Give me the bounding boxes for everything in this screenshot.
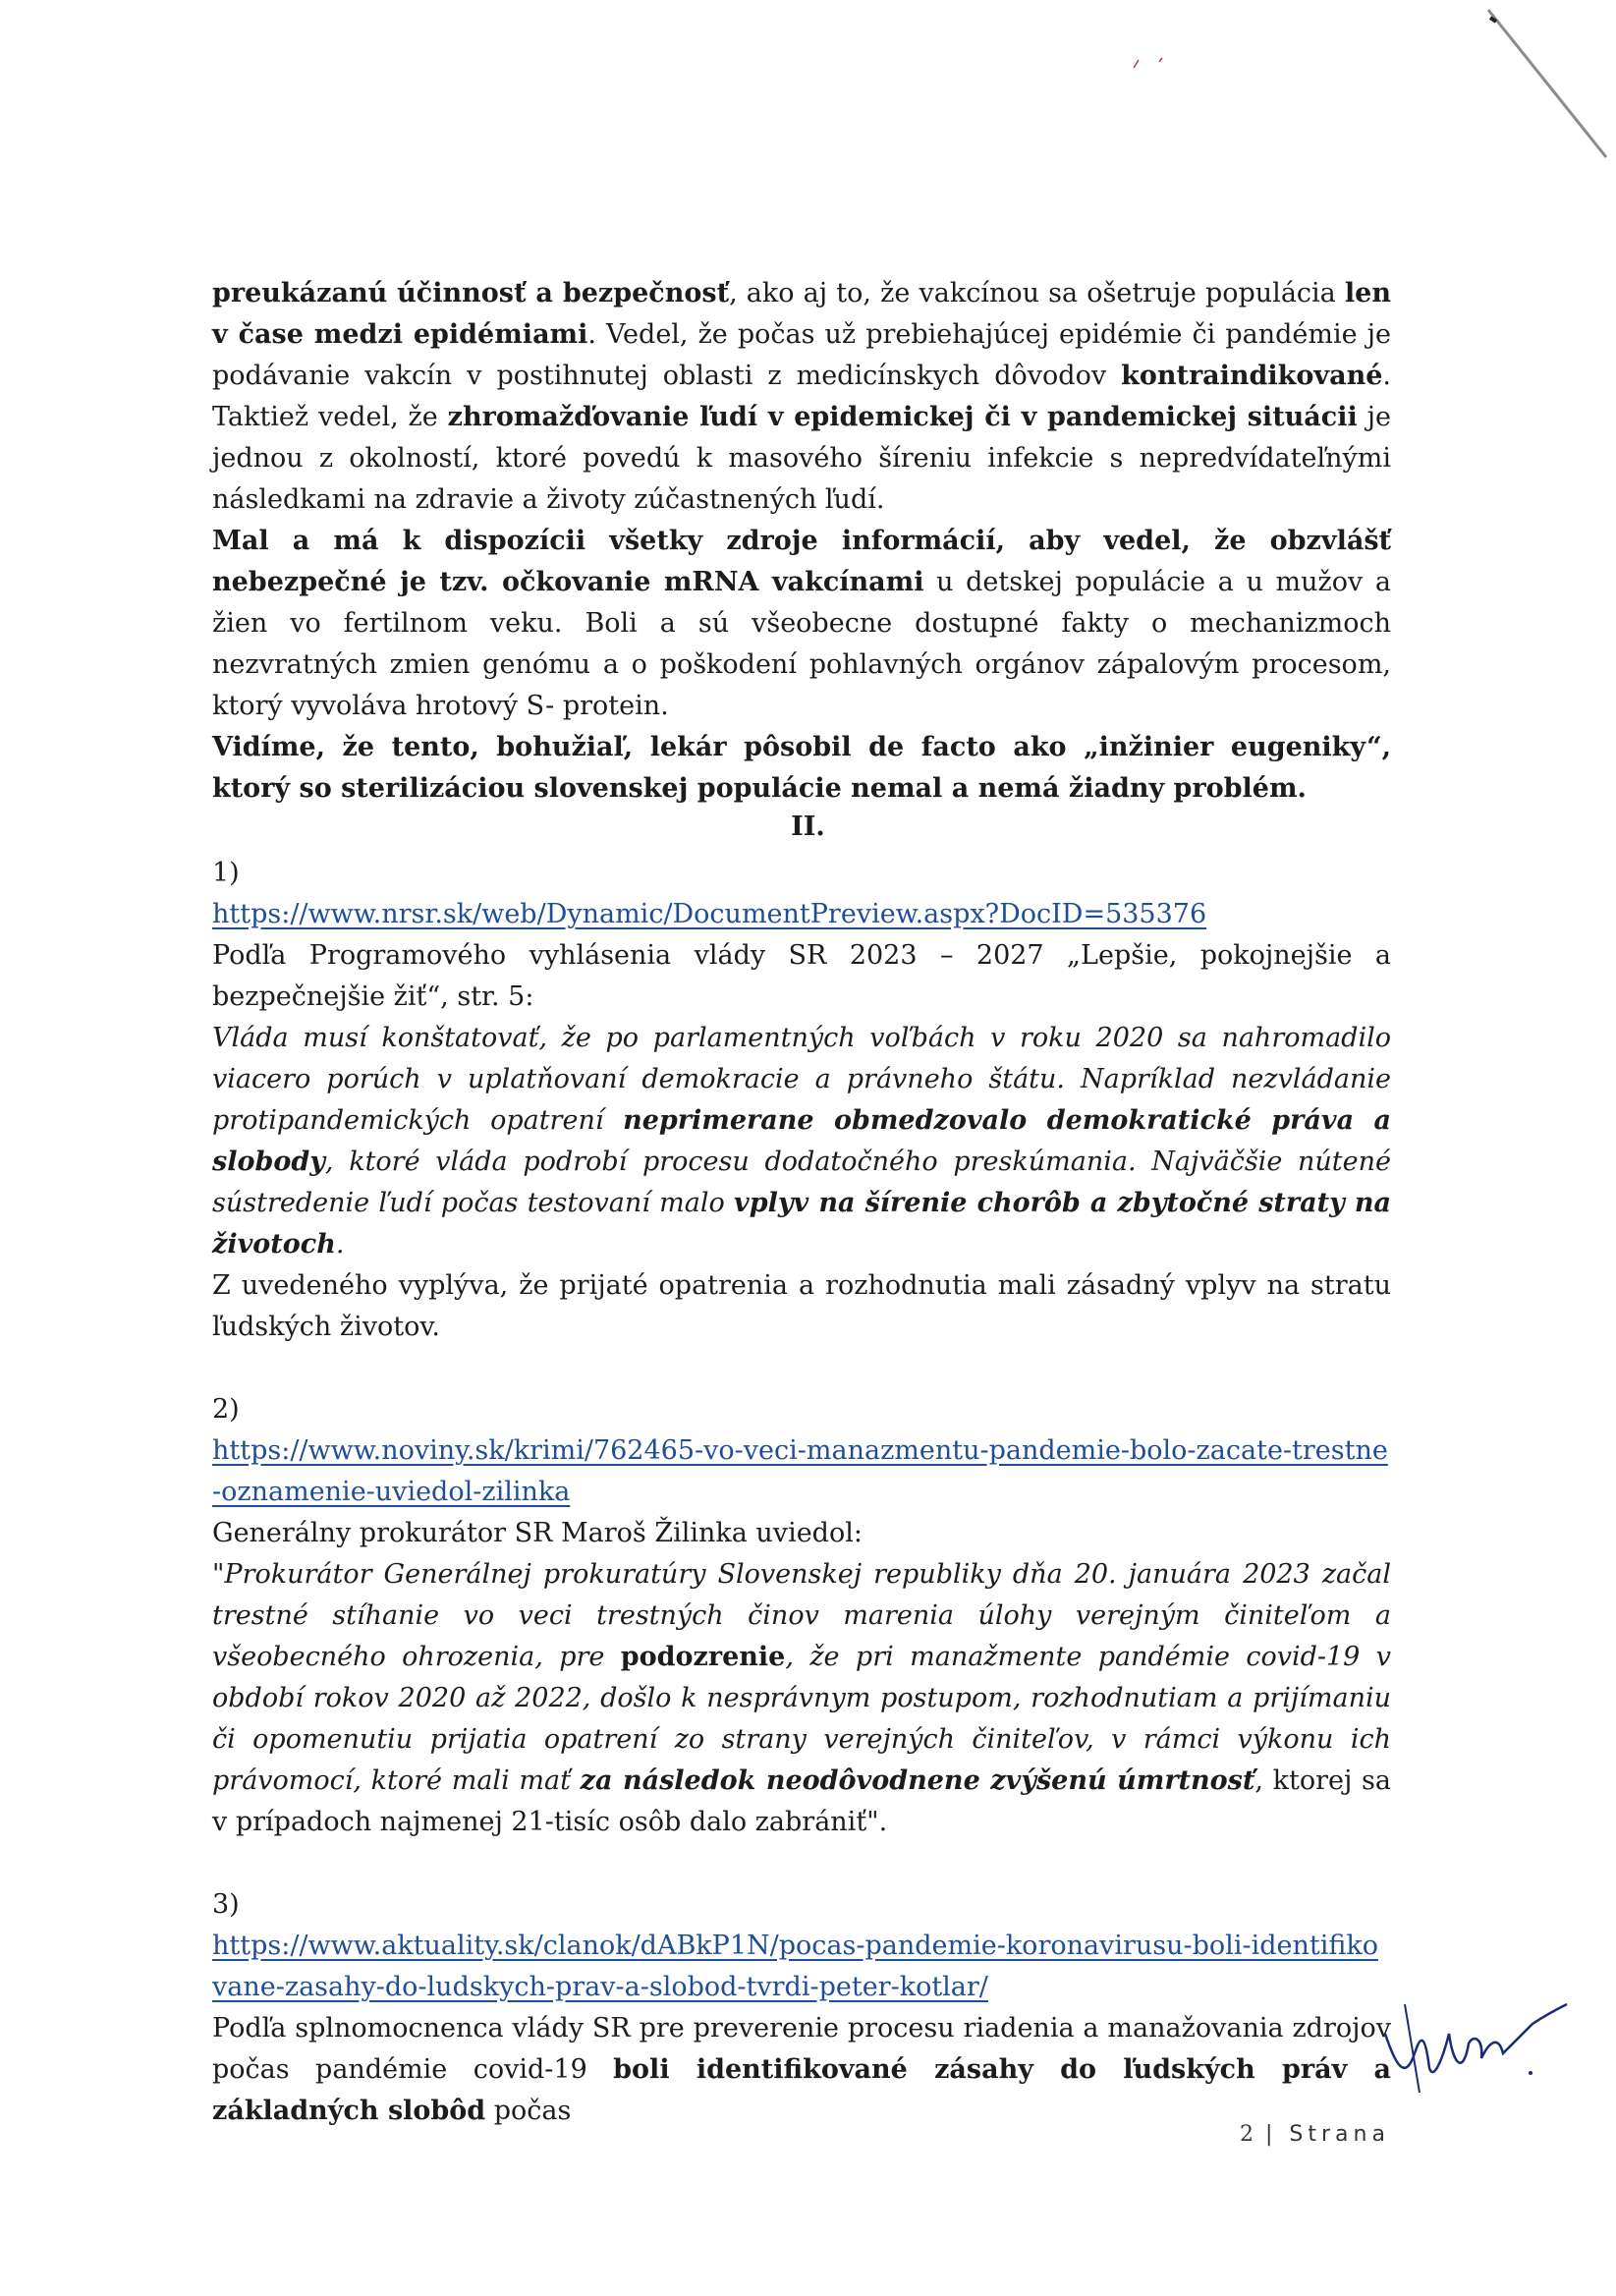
text-seg: podozrenie <box>620 1642 786 1672</box>
text-seg: , že pri manažmente pandémie covid-19 v období rokov 2020 až 2022, došlo k nesprávnym postupom, rozhodnutiam a prijímaniu či opomenutiu prijatia opatrení zo strany verejných činiteľov, v rámci výkonu ich právomocí, ktoré mali mať <box>212 1642 1391 1796</box>
item-number: 3) <box>212 1889 240 1920</box>
scan-speck <box>1130 54 1169 74</box>
scan-edge-mark <box>1478 0 1616 167</box>
item-conclusion: Z uvedeného vyplýva, že prijaté opatrenia a rozhodnutia mali zásadný vplyv na stratu ľudských životov. <box>212 1270 1391 1342</box>
text-seg: , ako aj to, že vakcínou sa ošetruje populácia <box>729 278 1345 308</box>
page-footer <box>1240 2122 1390 2147</box>
paragraph-mrna <box>212 521 1391 727</box>
paragraph-eugenics <box>212 727 1391 810</box>
source-link-2[interactable]: https://www.noviny.sk/krimi/762465-vo-veci-manazmentu-pandemie-bolo-zacate-trestne-oznamenie-uviedol-zilinka <box>212 1435 1388 1507</box>
handwritten-signature <box>1375 1975 1572 2102</box>
text-seg: Vidíme, že tento, bohužiaľ, lekár pôsobil de facto ako „inžinier eugeniky“, ktorý so sterilizáciou slovenskej populácie nemal a nemá žiadny problém. <box>212 732 1391 804</box>
page-number: 2 <box>1240 2122 1254 2147</box>
text-seg: len v čase medzi epidémiami <box>212 278 1391 350</box>
item-body <box>212 2008 1391 2132</box>
text-seg: počas <box>485 2096 572 2126</box>
footer-separator: | <box>1265 2122 1278 2147</box>
sources-list <box>212 853 1391 2132</box>
text-seg: boli identifikované zásahy do ľudských práv a základných slobôd <box>212 2054 1391 2126</box>
item-quote <box>212 1018 1391 1265</box>
source-link-1[interactable]: https://www.nrsr.sk/web/Dynamic/DocumentPreview.aspx?DocID=535376 <box>212 899 1207 929</box>
item-quote <box>212 1554 1391 1843</box>
footer-label: Strana <box>1289 2122 1390 2147</box>
section-heading: II. <box>791 812 825 842</box>
body-text <box>212 273 1391 810</box>
item-intro: Podľa Programového vyhlásenia vlády SR 2023 – 2027 „Lepšie, pokojnejšie a bezpečnejšie žiť“, str. 5: <box>212 940 1391 1012</box>
text-seg: . Vedel, že počas už prebiehajúcej epidémie či pandémie je podávanie vakcín v postihnutej oblasti z medicínskych dôvodov <box>212 319 1391 391</box>
source-link-3[interactable]: https://www.aktuality.sk/clanok/dABkP1N/pocas-pandemie-koronavirusu-boli-identifikovane-zasahy-do-ludskych-prav-a-slobod-tvrdi-peter-kotlar/ <box>212 1931 1378 2002</box>
text-seg: . Taktiež vedel, že <box>212 361 1391 432</box>
item-intro: Generálny prokurátor SR Maroš Žilinka uviedol: <box>212 1518 863 1548</box>
paragraph-knowledge <box>212 273 1391 521</box>
item-number: 1) <box>212 858 240 888</box>
text-seg: za následok neodôvodnene zvýšenú úmrtnosť <box>580 1765 1255 1796</box>
text-seg: "Prokurátor Generálnej prokuratúry Slovenskej republiky dňa 20. januára 2023 začal trestné stíhanie vo veci trestných činov marenia úlohy verejným činiteľom a všeobecného ohrozenia, pre <box>212 1559 1391 1672</box>
item-number: 2) <box>212 1394 240 1425</box>
text-seg: vplyv na šírenie chorôb a zbytočné straty na životoch <box>212 1188 1391 1260</box>
text-seg: kontraindikované <box>1121 361 1383 391</box>
text-seg: preukázanú účinnosť a bezpečnosť <box>212 278 730 308</box>
text-seg: , ktoré vláda podrobí procesu dodatočného preskúmania. Najväčšie nútené sústredenie ľudí počas testovaní malo <box>212 1147 1391 1218</box>
text-seg: neprimerane obmedzovalo demokratické práva a slobody <box>212 1105 1391 1177</box>
text-seg: Mal a má k dispozícii všetky zdroje informácií, aby vedel, že obzvlášť nebezpečné je tzv. očkovanie mRNA vakcínami <box>212 526 1391 597</box>
text-seg: Podľa splnomocnenca vlády SR pre preverenie procesu riadenia a manažovania zdrojov počas pandémie covid-19 <box>212 2013 1391 2085</box>
text-seg: zhromažďovanie ľudí v epidemickej či v pandemickej situácii <box>447 402 1358 432</box>
text-seg: Vláda musí konštatovať, že po parlamentných voľbách v roku 2020 sa nahromadilo viacero porúch v uplatňovaní demokracie a právneho štátu. Napríklad nezvládanie protipandemických opatrení <box>212 1023 1391 1136</box>
text-seg: , ktorej sa v prípadoch najmenej 21-tisíc osôb dalo zabrániť". <box>212 1765 1391 1837</box>
text-seg: je jednou z okolností, ktoré povedú k masového šíreniu infekcie s nepredvídateľnými následkami na zdravie a životy zúčastnených ľudí. <box>212 402 1391 515</box>
text-seg: u detskej populácie a u mužov a žien vo fertilnom veku. Boli a sú všeobecne dostupné fakty o mechanizmoch nezvratných zmien genómu a o poškodení pohlavných orgánov zápalovým procesom, ktorý vyvoláva hrotový S- protein. <box>212 567 1391 721</box>
text-seg: . <box>335 1229 345 1260</box>
